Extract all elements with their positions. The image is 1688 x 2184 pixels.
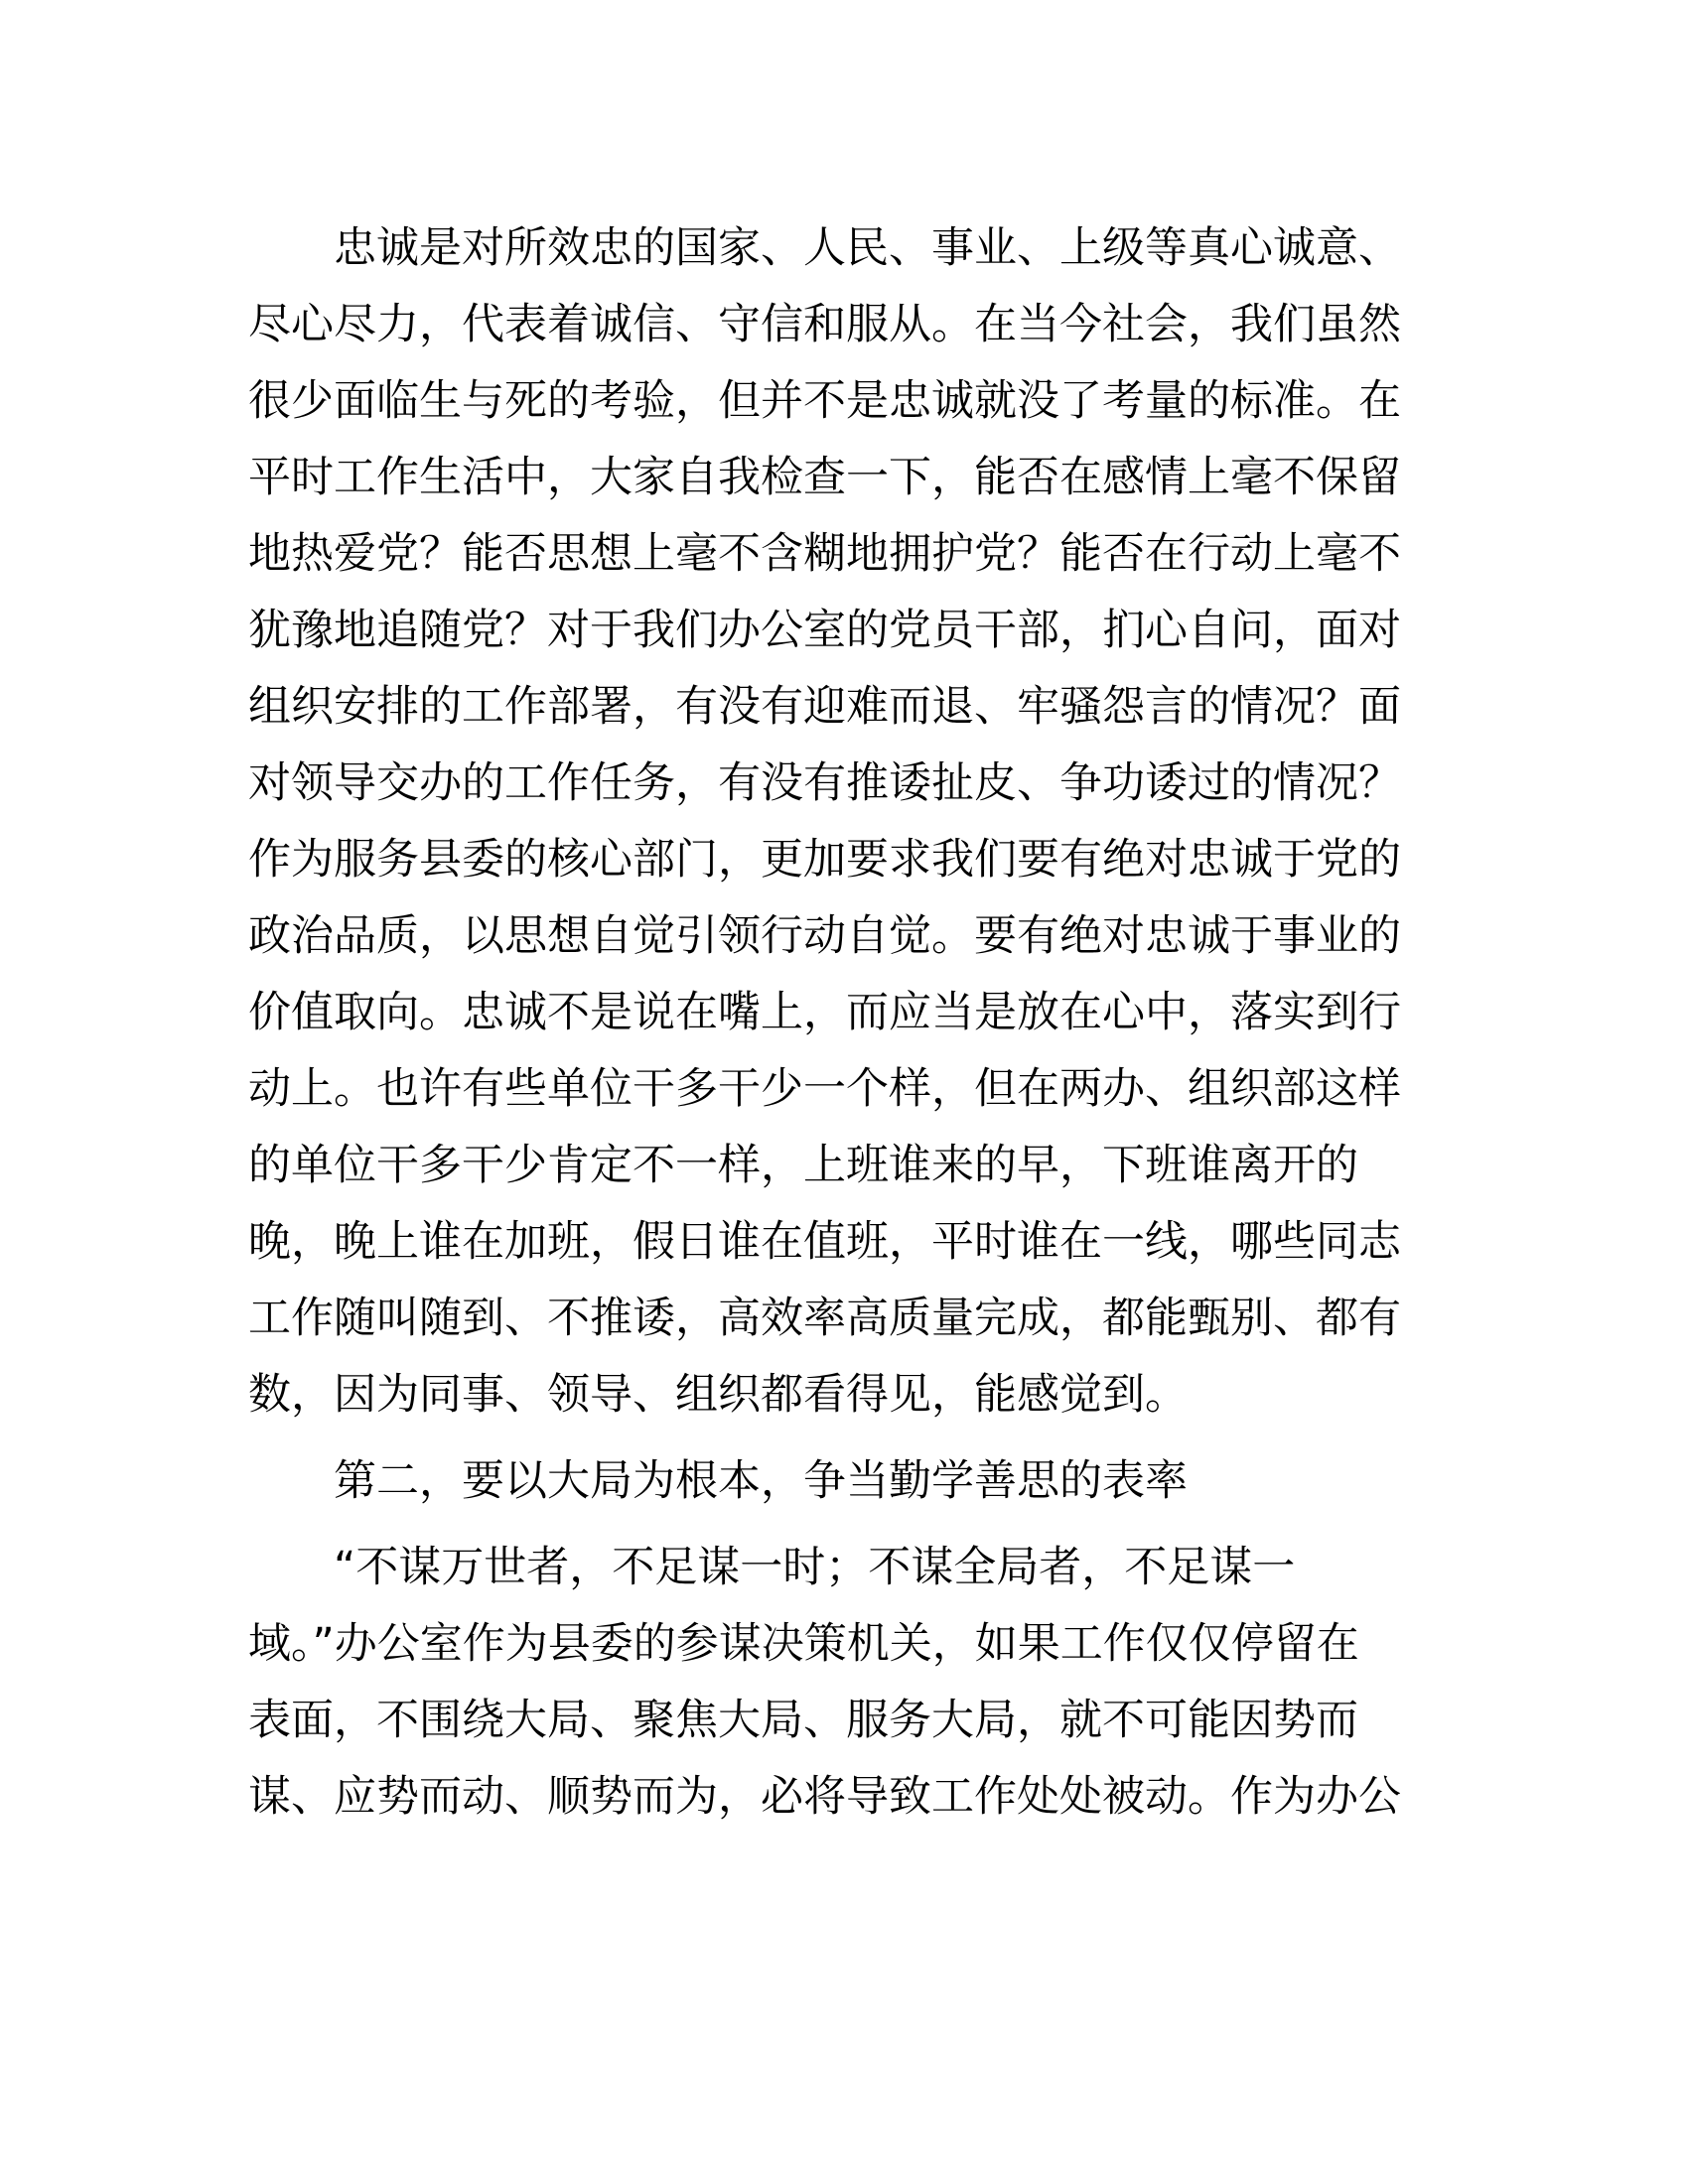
text-line: 的单位干多干少肯定不一样，上班谁来的早，下班谁离开的 [248,1141,1358,1190]
text-line: 忠诚是对所效忠的国家、人民、事业、上级等真心诚意、 [334,223,1401,273]
text-line: 犹豫地追随党？对于我们办公室的党员干部，扪心自问，面对 [248,606,1401,655]
text-line: 动上。也许有些单位干多干少一个样，但在两办、组织部这样 [248,1064,1401,1114]
text-line: 数，因为同事、领导、组织都看得见，能感觉到。 [248,1370,1188,1420]
text-line: 地热爱党？能否思想上毫不含糊地拥护党？能否在行动上毫不 [248,529,1401,579]
text-line: 作为服务县委的核心部门，更加要求我们要有绝对忠诚于党的 [248,835,1401,885]
text-line: 尽心尽力，代表着诚信、守信和服从。在当今社会，我们虽然 [248,300,1401,349]
text-line: “不谋万世者，不足谋一时；不谋全局者，不足谋一 [334,1543,1296,1592]
text-line: 组织安排的工作部署，有没有迎难而退、牢骚怨言的情况？面 [248,682,1401,732]
text-line: 域。”办公室作为县委的参谋决策机关，如果工作仅仅停留在 [248,1619,1359,1669]
text-line: 很少面临生与死的考验，但并不是忠诚就没了考量的标准。在 [248,376,1401,426]
text-line: 对领导交办的工作任务，有没有推诿扯皮、争功诿过的情况？ [248,758,1401,808]
text-line: 工作随叫随到、不推诿，高效率高质量完成，都能甄别、都有 [248,1294,1401,1343]
document-body [248,210,1440,1836]
paragraph-big-picture [248,1530,1440,1836]
paragraph-loyalty [248,210,1440,1433]
text-line: 晚，晚上谁在加班，假日谁在值班，平时谁在一线，哪些同志 [248,1217,1401,1267]
text-line: 表面，不围绕大局、聚焦大局、服务大局，就不可能因势而 [248,1696,1358,1745]
text-line: 价值取向。忠诚不是说在嘴上，而应当是放在心中，落实到行 [248,988,1401,1037]
text-line: 谋、应势而动、顺势而为，必将导致工作处处被动。作为办公 [248,1772,1401,1822]
text-line: 平时工作生活中，大家自我检查一下，能否在感情上毫不保留 [248,453,1401,502]
section-heading: 第二，要以大局为根本，争当勤学善思的表率 [334,1456,1188,1506]
text-line: 政治品质，以思想自觉引领行动自觉。要有绝对忠诚于事业的 [248,911,1401,961]
